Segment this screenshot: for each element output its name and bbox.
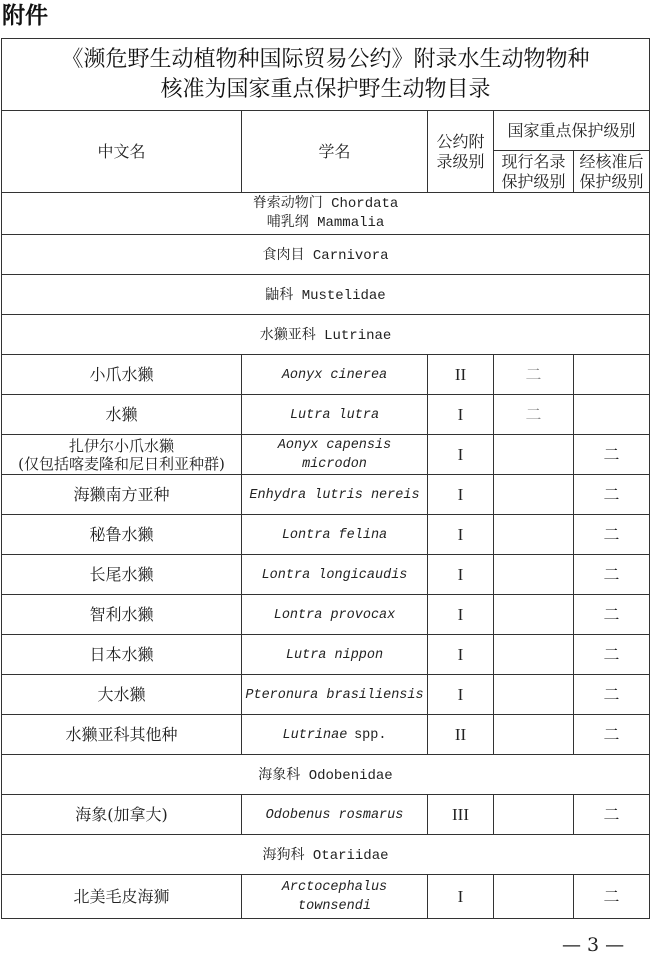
- header-approved-line1: 经核准后: [579, 151, 644, 171]
- scientific-name: Lutrinae: [282, 728, 348, 743]
- scientific-name: Aonyx cinerea: [281, 368, 388, 383]
- table-row: [2, 715, 650, 755]
- cell-current-level: 二: [494, 395, 574, 435]
- scientific-name: Lontra longicaudis: [261, 568, 408, 583]
- group-cell: [2, 755, 650, 795]
- cell-chinese-name: 海象(加拿大): [2, 795, 242, 835]
- header-current-list-line2: 保护级别: [501, 171, 566, 191]
- cell-cites-appendix: I: [428, 635, 494, 675]
- cell-cites-appendix: II: [428, 715, 494, 755]
- header-current-list-line1: 现行名录: [501, 151, 566, 171]
- group-row: [2, 755, 650, 795]
- table-title: [2, 39, 650, 111]
- cell-cites-appendix: I: [428, 675, 494, 715]
- cell-approved-level: 二: [574, 595, 650, 635]
- class-label: 哺乳纲 Mammalia: [266, 214, 385, 231]
- header-cites-appendix-line1: 公约附: [436, 131, 485, 151]
- cell-current-level: [494, 715, 574, 755]
- scientific-name-line1: Aonyx capensis: [277, 437, 392, 453]
- cell-scientific-name: [242, 395, 428, 435]
- header-approved-line2: 保护级别: [579, 171, 644, 191]
- cell-chinese-name: 长尾水獭: [2, 555, 242, 595]
- table-row: [2, 875, 650, 919]
- cell-approved-level: [574, 395, 650, 435]
- cell-chinese-name: [2, 435, 242, 475]
- cell-current-level: [494, 675, 574, 715]
- table-row: [2, 635, 650, 675]
- cell-chinese-name: 水獭: [2, 395, 242, 435]
- table-row: [2, 355, 650, 395]
- group-row: [2, 235, 650, 275]
- cell-approved-level: 二: [574, 515, 650, 555]
- cell-chinese-name: 大水獭: [2, 675, 242, 715]
- family-label: 海象科 Odobenidae: [258, 767, 393, 784]
- cell-current-level: [494, 635, 574, 675]
- cell-scientific-name: [242, 635, 428, 675]
- family-label: 鼬科 Mustelidae: [265, 287, 386, 304]
- table-row: [2, 435, 650, 475]
- table-row: [2, 475, 650, 515]
- scientific-name: Lontra provocax: [273, 608, 396, 623]
- cell-current-level: [494, 595, 574, 635]
- table-title-line2: 核准为国家重点保护野生动物目录: [160, 76, 491, 102]
- cell-cites-appendix: III: [428, 795, 494, 835]
- cell-chinese-name: 海獭南方亚种: [2, 475, 242, 515]
- order-label: 食肉目 Carnivora: [262, 247, 389, 264]
- cell-cites-appendix: I: [428, 595, 494, 635]
- header-row: [2, 111, 650, 151]
- cell-current-level: [494, 515, 574, 555]
- cell-scientific-name: [242, 715, 428, 755]
- cell-approved-level: 二: [574, 875, 650, 919]
- family-label: 海狗科 Otariidae: [262, 847, 389, 864]
- cell-approved-level: 二: [574, 555, 650, 595]
- cell-approved-level: 二: [574, 675, 650, 715]
- cell-approved-level: [574, 355, 650, 395]
- cell-scientific-name: [242, 795, 428, 835]
- group-cell: [2, 193, 650, 235]
- species-table: [1, 38, 650, 919]
- table-row: [2, 395, 650, 435]
- group-row: [2, 315, 650, 355]
- cell-cites-appendix: I: [428, 475, 494, 515]
- cell-chinese-name: 小爪水獭: [2, 355, 242, 395]
- cell-current-level: [494, 475, 574, 515]
- cell-cites-appendix: I: [428, 875, 494, 919]
- cell-approved-level: 二: [574, 435, 650, 475]
- scientific-name-line2: microdon: [302, 456, 367, 472]
- scientific-name-line2: townsendi: [298, 898, 371, 914]
- cell-cites-appendix: I: [428, 555, 494, 595]
- scientific-name: Pteronura brasiliensis: [245, 688, 424, 703]
- group-cell: [2, 235, 650, 275]
- cell-scientific-name: [242, 675, 428, 715]
- cell-current-level: 二: [494, 355, 574, 395]
- header-cites-appendix: [428, 111, 494, 193]
- scientific-name-suffix: spp.: [354, 728, 387, 743]
- table-row: [2, 515, 650, 555]
- cell-chinese-name: 秘鲁水獭: [2, 515, 242, 555]
- header-current-list: [494, 151, 574, 193]
- cell-cites-appendix: I: [428, 395, 494, 435]
- cell-current-level: [494, 795, 574, 835]
- cell-scientific-name: [242, 355, 428, 395]
- header-national-protection: 国家重点保护级别: [494, 111, 650, 151]
- group-cell: [2, 315, 650, 355]
- table-row: [2, 555, 650, 595]
- table-row: [2, 595, 650, 635]
- header-chinese-name: 中文名: [2, 111, 242, 193]
- scientific-name: Odobenus rosmarus: [265, 808, 404, 823]
- table-title-row: [2, 39, 650, 111]
- group-row: [2, 275, 650, 315]
- cell-approved-level: 二: [574, 715, 650, 755]
- cell-current-level: [494, 875, 574, 919]
- table-row: [2, 675, 650, 715]
- cell-cites-appendix: I: [428, 515, 494, 555]
- cell-chinese-name: 北美毛皮海狮: [2, 875, 242, 919]
- cell-approved-level: 二: [574, 795, 650, 835]
- phylum-label: 脊索动物门 Chordata: [252, 195, 399, 212]
- cell-chinese-name: 智利水獭: [2, 595, 242, 635]
- cell-approved-level: 二: [574, 475, 650, 515]
- cell-scientific-name: [242, 555, 428, 595]
- cell-scientific-name: [242, 475, 428, 515]
- scientific-name-line1: Arctocephalus: [281, 879, 388, 895]
- cell-current-level: [494, 555, 574, 595]
- page-number: — 3 —: [562, 934, 625, 956]
- cell-scientific-name: [242, 875, 428, 919]
- cell-current-level: [494, 435, 574, 475]
- group-row: [2, 193, 650, 235]
- cell-scientific-name: [242, 595, 428, 635]
- group-row: [2, 835, 650, 875]
- chinese-name-line2: (仅包括喀麦隆和尼日利亚种群): [18, 454, 225, 473]
- group-cell: [2, 275, 650, 315]
- cell-chinese-name: 日本水獭: [2, 635, 242, 675]
- cell-approved-level: 二: [574, 635, 650, 675]
- table-row: [2, 795, 650, 835]
- subfamily-label: 水獭亚科 Lutrinae: [259, 327, 392, 344]
- cell-chinese-name: 水獭亚科其他种: [2, 715, 242, 755]
- cell-cites-appendix: II: [428, 355, 494, 395]
- header-scientific-name: 学名: [242, 111, 428, 193]
- cell-scientific-name: [242, 435, 428, 475]
- header-cites-appendix-line2: 录级别: [436, 151, 485, 171]
- attachment-label: 附件: [2, 3, 48, 29]
- scientific-name: Lutra nippon: [285, 648, 384, 663]
- chinese-name-line1: 扎伊尔小爪水獭: [68, 436, 174, 455]
- scientific-name: Enhydra lutris nereis: [249, 488, 420, 503]
- cell-scientific-name: [242, 515, 428, 555]
- group-cell: [2, 835, 650, 875]
- header-approved: [574, 151, 650, 193]
- table-title-line1: 《濒危野生动植物种国际贸易公约》附录水生动物物种: [61, 46, 590, 72]
- cell-cites-appendix: I: [428, 435, 494, 475]
- scientific-name: Lontra felina: [281, 528, 388, 543]
- scientific-name: Lutra lutra: [289, 408, 380, 423]
